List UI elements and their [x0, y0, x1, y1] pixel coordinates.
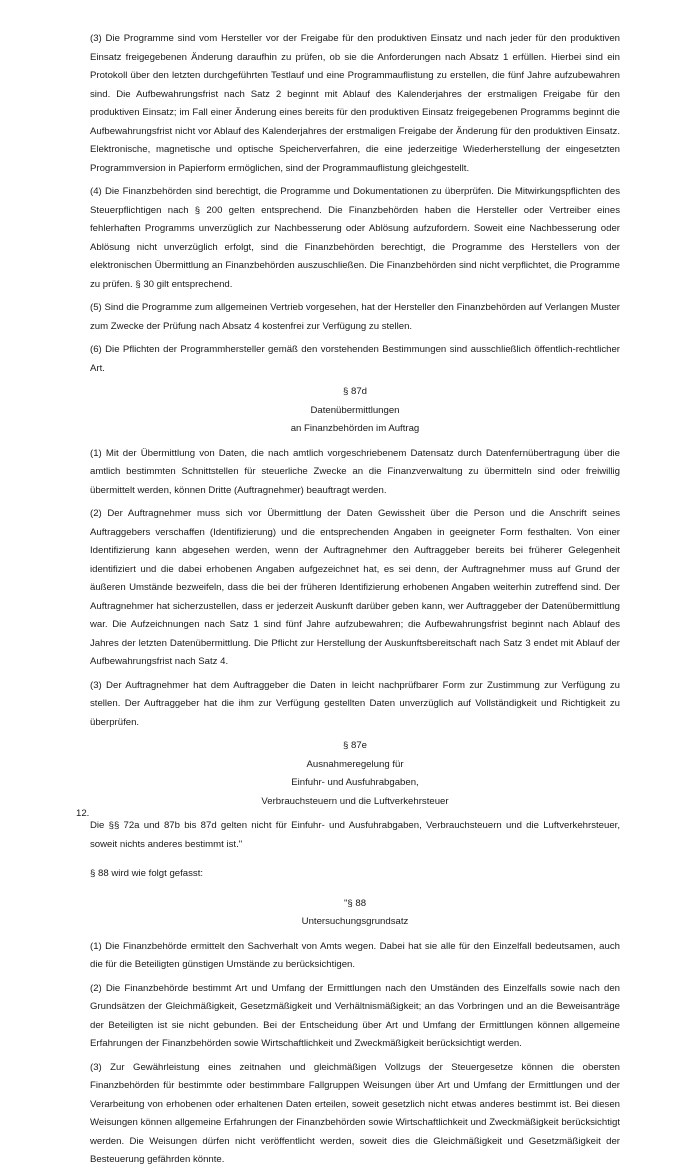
section-title-87e-line2: Einfuhr- und Ausfuhrabgaben, [291, 777, 419, 788]
section-number-87e: § 87e [342, 740, 367, 751]
section-title-87e-line3: Verbrauchsteuern und die Luftverkehrsteuer [261, 795, 449, 807]
paragraph: Die §§ 72a und 87b bis 87d gelten nicht für Einfuhr- und Ausfuhrabgaben, Verbrauchsteuern und die Luftverkehrsteuer, soweit nichts anderes bestimmt ist." [90, 820, 620, 850]
section-title-87d-line1: Datenübermittlungen [310, 404, 400, 416]
margin-number: 12. [76, 808, 90, 819]
paragraph: (1) Die Finanzbehörde ermittelt den Sachverhalt von Amts wegen. Dabei hat sie alle für den Einzelfall bedeutsamen, auch die für die Beteiligten günstigen Umstände zu berücksichtigen. [90, 940, 620, 970]
paragraph: (1) Mit der Übermittlung von Daten, die nach amtlich vorgeschriebenem Datensatz durch Datenfernübertragung über die amtlich bestimmten Schnittstellen für steuerliche Zwecke an die Finanzverwaltung zu übermitteln sind oder freiwillig übermittelt werden, können Dritte (Auftragnehmer) beauftragt werden. [90, 447, 620, 496]
paragraph: (4) Die Finanzbehörden sind berechtigt, die Programme und Dokumentationen zu überprüfen. Die Mitwirkungspflichten des Steuerpflichtigen nach § 200 gelten entsprechend. Die Finanzbehörden haben die Hersteller oder Vertreiber eines fehlerhaften Programms unverzüglich zur Nachbesserung oder Ablösung aufzufordern. Soweit eine Nachbesserung oder Ablösung nicht unverzüglich erfolgt, sind die Finanzbehörden berechtigt, die Programme des Herstellers von der elektronischen Übermittlung an Finanzbehörden auszuschließen. Die Finanzbehörden sind nicht verpflichtet, die Programme zu prüfen. § 30 gilt entsprechend. [90, 186, 620, 290]
section-number-87d: § 87d [342, 386, 367, 397]
paragraph: (2) Die Finanzbehörde bestimmt Art und Umfang der Ermittlungen nach den Umständen des Einzelfalls sowie nach den Grundsätzen der Gleichmäßigkeit, Gesetzmäßigkeit und Verhältnismäßigkeit; an das Vorbringen und an die Beweisanträge der Beteiligten ist sie nicht gebunden. Bei der Entscheidung über Art und Umfang der Ermittlungen können allgemeine Erfahrungen der Finanzbehörden sowie Wirtschaftlichkeit und Zweckmäßigkeit berücksichtigt werden. [90, 982, 620, 1049]
paragraph: (3) Die Programme sind vom Hersteller vor der Freigabe für den produktiven Einsatz und nach jeder für den produktiven Einsatz freigegebenen Änderung daraufhin zu prüfen, ob sie die Anforderungen nach Absatz 1 erfüllen. Hierbei sind ein Protokoll über den letzten durchgeführten Testlauf und eine Programmauflistung zu erstellen, die fünf Jahre aufzubewahren sind. Die Aufbewahrungsfrist nach Satz 2 beginnt mit Ablauf des Kalenderjahres der erstmaligen Freigabe für den produktiven Einsatz; im Fall einer Änderung eines bereits für den produktiven Einsatz freigegebenen Programms beginnt die Aufbewahrungsfrist nicht vor Ablauf des Kalenderjahres der erstmaligen Freigabe der Änderung für den produktiven Einsatz. Elektronische, magnetische und optische Speicherverfahren, die eine jederzeitige Wiederherstellung der eingesetzten Programmversion in Papierform ermöglichen, sind der Programmauflistung gleichgestellt. [90, 33, 620, 174]
paragraph: (3) Zur Gewährleistung eines zeitnahen und gleichmäßigen Vollzugs der Steuergesetze können die obersten Finanzbehörden für bestimmte oder bestimmbare Fallgruppen Weisungen über Art und Umfang der Ermittlungen und der Verarbeitung von erhobenen oder erhaltenen Daten erteilen, soweit gesetzlich nicht etwas anderes bestimmt ist. Bei diesen Weisungen können allgemeine Erfahrungen der Finanzbehörden sowie Wirtschaftlichkeit und Zweckmäßigkeit berücksichtigt werden. Die Weisungen dürfen nicht veröffentlicht werden, soweit dies die Gleichmäßigkeit und Gesetzmäßigkeit der Besteuerung gefährden könnte. [90, 1061, 620, 1165]
paragraph: (5) Sind die Programme zum allgemeinen Vertrieb vorgesehen, hat der Hersteller den Finanzbehörden auf Verlangen Muster zum Zwecke der Prüfung nach Absatz 4 kostenfrei zur Verfügung zu stellen. [90, 302, 620, 332]
amendment-intro: § 88 wird wie folgt gefasst: [90, 868, 204, 879]
section-title-88: Untersuchungsgrundsatz [301, 916, 409, 927]
section-title-87e-line1: Ausnahmeregelung für [306, 758, 404, 770]
paragraph: (3) Der Auftragnehmer hat dem Auftraggeber die Daten in leicht nachprüfbarer Form zur Zustimmung zur Verfügung zu stellen. Der Auftraggeber hat die ihm zur Verfügung gestellten Daten unverzüglich auf Vollständigkeit und Richtigkeit zu überprüfen. [90, 679, 620, 728]
section-number-88: "§ 88 [343, 897, 367, 909]
document-page [90, 30, 620, 1175]
paragraph: (2) Der Auftragnehmer muss sich vor Übermittlung der Daten Gewissheit über die Person und die Anschrift seines Auftraggebers verschaffen (Identifizierung) und die entsprechenden Angaben in geeigneter Form festhalten. Von einer Identifizierung kann abgesehen werden, wenn der Auftragnehmer den Auftraggeber bereits bei früherer Gelegenheit identifiziert und die dabei erhobenen Angaben aufgezeichnet hat, es sei denn, der Auftragnehmer muss auf Grund der äußeren Umstände bezweifeln, dass die bei der früheren Identifizierung erhobenen Angaben weiterhin zutreffend sind. Der Auftragnehmer hat sicherzustellen, dass er jederzeit Auskunft darüber geben kann, wer Auftraggeber der Datenübermittlung war. Die Aufzeichnungen nach Satz 1 sind fünf Jahre aufzubewahren; die Aufbewahrungsfrist beginnt nach Ablauf des Jahres der letzten Datenübermittlung. Die Pflicht zur Herstellung der Auskunftsbereitschaft nach Satz 3 endet mit Ablauf der Aufbewahrungsfrist nach Satz 4. [90, 508, 620, 667]
section-title-87d-line2: an Finanzbehörden im Auftrag [290, 423, 420, 434]
paragraph: (6) Die Pflichten der Programmhersteller gemäß den vorstehenden Bestimmungen sind ausschließlich öffentlich-rechtlicher Art. [90, 344, 620, 374]
